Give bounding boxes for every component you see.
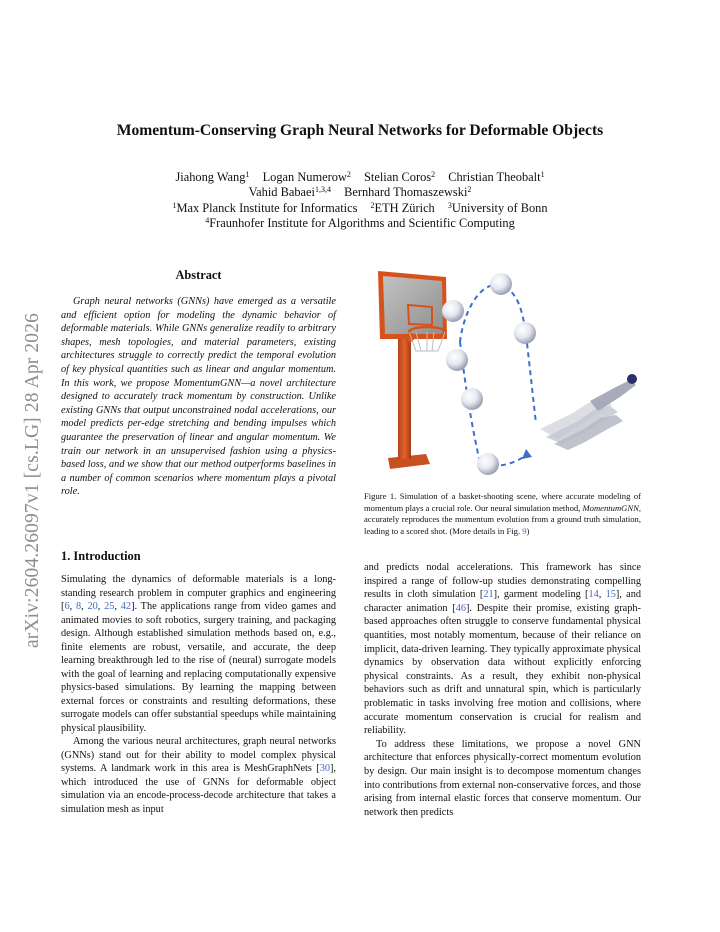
author: Logan Numerow$^2$ (262, 170, 351, 184)
affiliation: $^1$Max Planck Institute for Informatics (172, 200, 358, 215)
abstract-heading: Abstract (175, 268, 222, 282)
paragraph: and predicts nodal accelerations. This framework has since inspired a range of follow-up studies demonstrating compelling results in cloth simulation [21], garment modeling [14, 15], and character animation [46]. Despite their promise, existing graph-based approaches often struggle to conserve fundamental physical quantities, most notably momentum, because of their reliance on implicit, data-driven learning. They typically approximate physical dynamics by observation data without explicitly enforcing physical constraints. As a result, they exhibit non-physical behaviors such as drift and unnatural spin, which is particularly problematic in tasks involving free motion and collisions, where accurate momentum conservation is crucial for realism and reliability. (364, 562, 641, 737)
basketball-frames (442, 273, 536, 475)
author-line-1 (60, 170, 660, 185)
intro-left-column (61, 573, 336, 816)
section-heading: 1. Introduction (61, 549, 141, 563)
affiliation-line-1 (60, 201, 660, 216)
citation-link[interactable]: 21 (483, 589, 494, 601)
affiliation: $^2$ETH Zürich (370, 200, 435, 215)
citation-link[interactable]: 20 (87, 601, 98, 612)
arrow-head-icon (522, 449, 532, 459)
affiliation-line-2 (60, 216, 660, 231)
affiliation: $^4$Fraunhofer Institute for Algorithms and Scientific Computing (205, 216, 515, 231)
hoop-stand (378, 271, 447, 469)
citation-link[interactable]: 30 (319, 763, 330, 774)
citation-link[interactable]: 15 (605, 589, 616, 601)
paragraph: To address these limitations, we propose a novel GNN architecture that enforces physically-correct momentum evolution by design. Our main insight is to decompose momentum changes into contributions from external non-conservative forces, and those arising from internal elastic forces that conserve momentum. Our network then predicts (364, 738, 641, 818)
arxiv-stamp: arXiv:2604.26097v1 [cs.LG] 28 Apr 2026 (22, 313, 43, 648)
citation-link[interactable]: 46 (455, 602, 466, 614)
citation-link[interactable]: 6 (64, 601, 70, 612)
figure-caption: Figure 1. Simulation of a basket-shooting scene, where accurate modeling of momentum plays a crucial role. Our neural simulation method, MomentumGNN, accurately reproduces the momentum evolution from a ground truth simulation, leading to a scored shot. (More details in Fig. 9) (364, 491, 641, 537)
abstract-text: Graph neural networks (GNNs) have emerged as a versatile and efficient option for modeling the dynamic behavior of deformable materials. While GNNs generalize readily to arbitrary shapes, mesh topologies, and material parameters, existing architectures struggle to correctly predict the temporal evolution of key physical quantities such as linear and angular momentum. In this work, we propose MomentumGNN—a novel architecture designed to accurately track momentum by construction. Unlike existing GNNs that output unconstrained nodal accelerations, our model predicts per-edge stretching and bending impulses which guarantee the preservation of linear and angular momentum. We train our network in an unsupervised fashion using a physics-based loss, and we show that our method outperforms baselines in a number of common scenarios where momentum plays a pivotal role. (61, 296, 336, 498)
citation-link[interactable]: 25 (104, 601, 115, 612)
paper-title: Momentum-Conserving Graph Neural Networks for Deformable Objects (116, 122, 604, 139)
author: Christian Theobalt$^1$ (448, 170, 545, 184)
author: Jiahong Wang$^1$ (175, 170, 250, 184)
author-block (60, 170, 660, 232)
paragraph: Among the various neural architectures, graph neural networks (GNNs) stand out for their ability to model complex physical systems. A landmark work in this area is MeshGraphNets [30], which introduced the use of GNNs for deformable object simulation via an encode-process-decode architecture that takes a simulation mesh as input (61, 736, 336, 815)
author: Vahid Babaei$^{1,3,4}$ (248, 185, 331, 200)
figure-ref-link[interactable]: 9 (522, 526, 527, 537)
citation-link[interactable]: 42 (120, 601, 132, 612)
citation-link[interactable]: 14 (588, 589, 599, 601)
paragraph: Simulating the dynamics of deformable materials is a long-standing research problem in computer graphics and engineering [6, 8, 20, 25, 42]. The applications range from video games and animated movies to soft robotics, surgery training, and packaging design. Although established simulation methods based on, e.g., finite elements are robust, versatile, and accurate, the deep learning breakthrough led to the rise of (neural) surrogate models with the goal of learning and replacing computationally expensive physics-based simulations. By learning the mapping between external forces or constraints and resulting deformations, these surrogate models can offer substantial speedups while maintaining physical plausibility. (61, 574, 337, 734)
affiliation: $^3$University of Bonn (447, 200, 548, 215)
author: Stelian Coros$^2$ (363, 170, 436, 184)
intro-right-column (364, 561, 641, 819)
author: Bernhard Thomaszewski$^2$ (344, 185, 472, 200)
character-arm-frames (540, 374, 637, 450)
author-line-2 (60, 185, 660, 200)
citation-link[interactable]: 8 (75, 601, 82, 612)
basketball-figure (368, 263, 638, 483)
